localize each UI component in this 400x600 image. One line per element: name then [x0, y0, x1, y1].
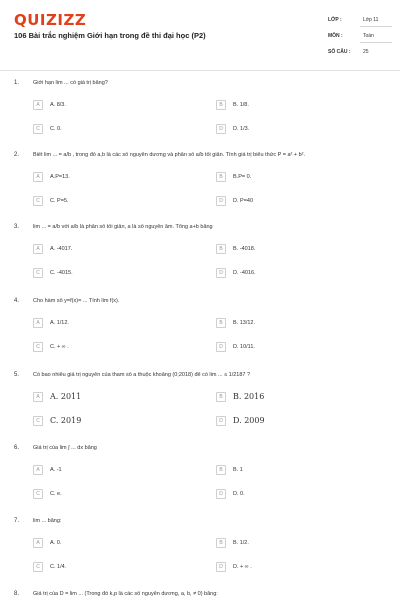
answer-option-b[interactable] [216, 244, 376, 254]
option-text: A. 1/12. [50, 320, 69, 326]
question-number: 2. [14, 152, 20, 158]
option-text: B. 1/2. [233, 540, 249, 546]
option-text: D. 0. [233, 491, 245, 497]
answer-option-d[interactable] [216, 196, 376, 206]
option-text: A. -4017. [50, 246, 73, 252]
option-letter-box: B [216, 244, 226, 254]
option-letter-box: C [33, 124, 43, 134]
question-number: 7. [14, 518, 20, 524]
option-text: B.P= 0. [233, 174, 252, 180]
answer-option-a[interactable] [33, 538, 193, 548]
question-text: Cho hàm số y=f(x)= ... Tính lim f(x). [33, 298, 120, 304]
option-letter-box: C [33, 489, 43, 499]
answer-option-b[interactable] [216, 465, 376, 475]
answer-option-c[interactable] [33, 342, 193, 352]
answer-option-a[interactable] [33, 172, 193, 182]
meta-label-subject: MÔN : [328, 33, 343, 39]
question-number: 4. [14, 298, 20, 304]
option-letter-box: D [216, 416, 226, 426]
document-title: 106 Bài trắc nghiệm Giới hạn trong đề thi đại học (P2) [14, 31, 206, 40]
answer-option-d[interactable] [216, 268, 376, 278]
option-text: B. -4018. [233, 246, 256, 252]
answer-option-a[interactable] [33, 465, 193, 475]
answer-option-d[interactable] [216, 416, 376, 426]
answer-option-c[interactable] [33, 416, 193, 426]
option-letter-box: B [216, 465, 226, 475]
option-text: D. -4016. [233, 270, 256, 276]
option-letter-box: A [33, 244, 43, 254]
answer-option-c[interactable] [33, 489, 193, 499]
question-text: lim ... = a/b với a/b là phân số tối giản, a là số nguyên âm. Tổng a+b bằng [33, 224, 213, 230]
option-text: D. 10/11. [233, 344, 255, 350]
option-letter-box: A [33, 100, 43, 110]
answer-option-a[interactable] [33, 392, 193, 402]
question-number: 5. [14, 372, 20, 378]
question-text: Có bao nhiêu giá trị nguyên của tham số a thuộc khoảng (0;2018) để có lim ... ≤ 1/2187 ? [33, 372, 251, 378]
option-letter-box: C [33, 268, 43, 278]
option-text: C. + ∞ . [50, 344, 69, 350]
meta-divider [360, 42, 392, 43]
answer-option-b[interactable] [216, 318, 376, 328]
question-number: 1. [14, 80, 20, 86]
answer-option-a[interactable] [33, 244, 193, 254]
option-letter-box: C [33, 562, 43, 572]
answer-option-b[interactable] [216, 172, 376, 182]
option-text: D. + ∞ . [233, 564, 252, 570]
question-text: Giá trị của D = lim ... (Trong đó k,p là các số nguyên dương, a, b, ≠ 0) bằng: [33, 591, 218, 597]
option-text: C. e. [50, 491, 62, 497]
option-letter-box: D [216, 489, 226, 499]
option-text: C. -4015. [50, 270, 73, 276]
question-text: Giá trị của lim ∫ ... dx bằng [33, 445, 97, 451]
question-number: 8. [14, 591, 20, 597]
option-letter-box: B [216, 100, 226, 110]
option-text: C. P=5. [50, 198, 69, 204]
option-text: A. 2011 [50, 392, 82, 401]
answer-option-c[interactable] [33, 124, 193, 134]
answer-option-a[interactable] [33, 318, 193, 328]
option-letter-box: B [216, 172, 226, 182]
option-letter-box: A [33, 318, 43, 328]
answer-option-c[interactable] [33, 562, 193, 572]
option-letter-box: B [216, 318, 226, 328]
answer-option-c[interactable] [33, 268, 193, 278]
answer-option-c[interactable] [33, 196, 193, 206]
answer-option-b[interactable] [216, 538, 376, 548]
option-letter-box: D [216, 342, 226, 352]
option-letter-box: A [33, 172, 43, 182]
header-divider [0, 70, 400, 71]
answer-option-b[interactable] [216, 100, 376, 110]
quizizz-logo: QUIZIZZ [14, 11, 87, 29]
option-text: B. 13/12. [233, 320, 256, 326]
option-letter-box: D [216, 196, 226, 206]
meta-value-count: 25 [363, 49, 369, 55]
option-letter-box: C [33, 416, 43, 426]
option-letter-box: A [33, 465, 43, 475]
meta-value-class: Lớp 11 [363, 17, 379, 23]
option-letter-box: C [33, 196, 43, 206]
answer-option-d[interactable] [216, 342, 376, 352]
question-number: 3. [14, 224, 20, 230]
meta-value-subject: Toán [363, 33, 374, 39]
option-text: C. 2019 [50, 416, 82, 425]
answer-option-d[interactable] [216, 489, 376, 499]
option-text: D. 1/3. [233, 126, 250, 132]
option-text: A. -1 [50, 467, 62, 473]
option-letter-box: D [216, 124, 226, 134]
option-text: A. 0. [50, 540, 62, 546]
option-letter-box: A [33, 538, 43, 548]
option-letter-box: B [216, 392, 226, 402]
option-letter-box: D [216, 268, 226, 278]
option-text: B. 1 [233, 467, 243, 473]
option-text: A.P=13. [50, 174, 70, 180]
meta-label-class: LỚP : [328, 17, 342, 23]
option-text: C. 0. [50, 126, 62, 132]
option-letter-box: D [216, 562, 226, 572]
option-letter-box: A [33, 392, 43, 402]
question-text: Biết lim ... = a/b , trong đó a,b là các số nguyên dương và phân số a/b tối giản. Tính giá trị biểu thức P = a² + b². [33, 152, 306, 158]
option-text: C. 1/4. [50, 564, 67, 570]
option-text: B. 1/8. [233, 102, 249, 108]
document-header [0, 0, 400, 70]
option-letter-box: B [216, 538, 226, 548]
meta-divider [360, 26, 392, 27]
answer-option-d[interactable] [216, 562, 376, 572]
option-text: B. 2016 [233, 392, 265, 401]
option-letter-box: C [33, 342, 43, 352]
option-text: D. P=40 [233, 198, 254, 204]
option-text: A. 8/3. [50, 102, 66, 108]
answer-option-d[interactable] [216, 124, 376, 134]
answer-option-a[interactable] [33, 100, 193, 110]
meta-label-count: SỐ CÂU : [328, 49, 351, 55]
answer-option-b[interactable] [216, 392, 376, 402]
question-text: lim ... bằng: [33, 518, 62, 524]
question-number: 6. [14, 445, 20, 451]
option-text: D. 2009 [233, 416, 265, 425]
question-text: Giới hạn lim ... có giá trị bằng? [33, 80, 108, 86]
